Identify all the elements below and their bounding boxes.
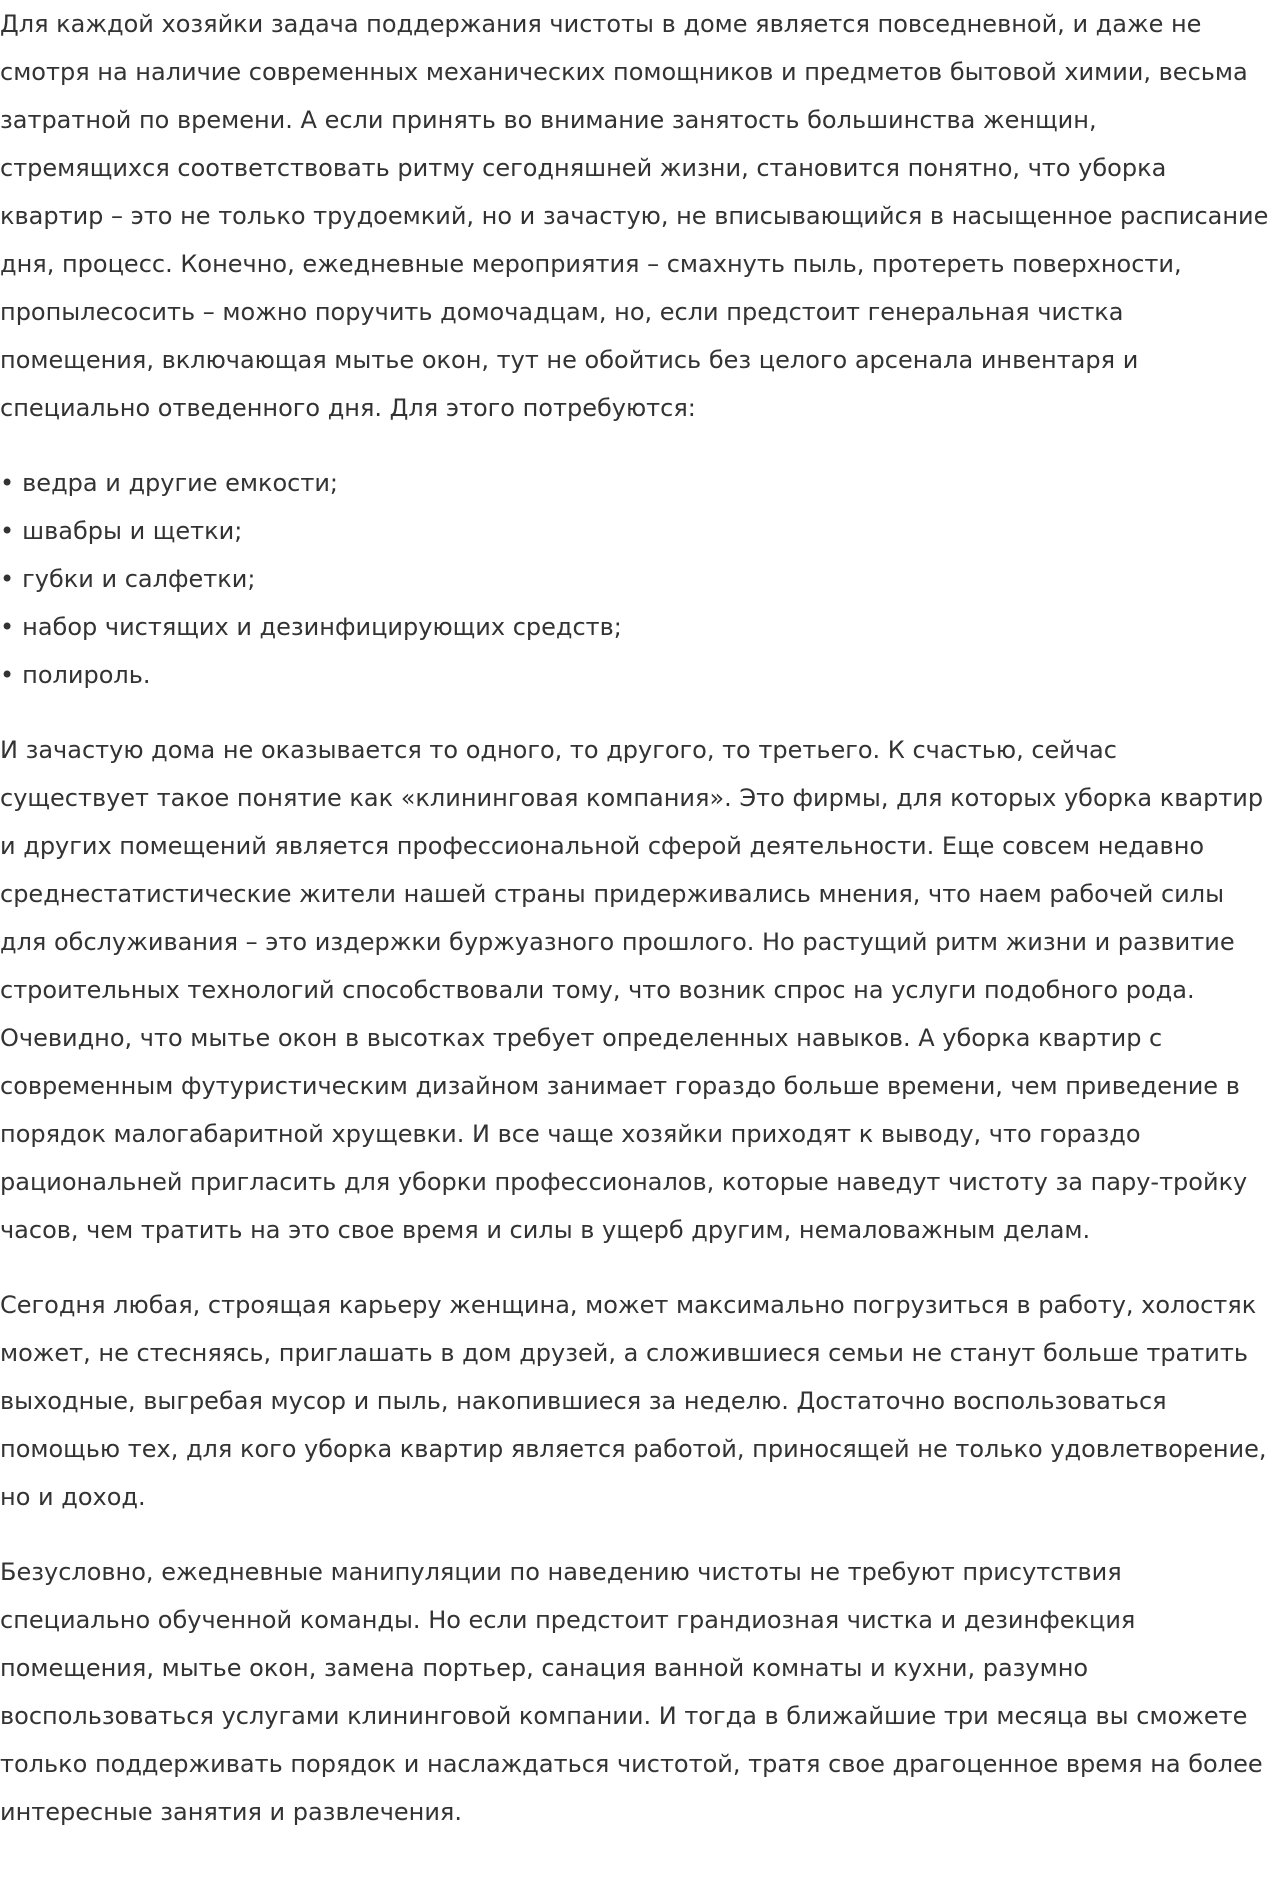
paragraph-cleaning-company: И зачастую дома не оказывается то одного, то другого, то третьего. К счастью, сейчас существует такое понятие как «клининговая компания». Это фирмы, для которых уборка квартир и других помещений является профессиональной сферой деятельности. Еще совсем недавно среднестатистические жители нашей страны придерживались мнения, что наем рабочей силы для обслуживания – это издержки буржуазного прошлого. Но растущий ритм жизни и развитие строительных технологий способствовали тому, что возник спрос на услуги подобного рода. Очевидно, что мытье окон в высотках требует определенных навыков. А уборка квартир с современным футуристическим дизайном занимает гораздо больше времени, чем приведение в порядок малогабаритной хрущевки. И все чаще хозяйки приходят к выводу, что гораздо рациональней пригласить для уборки профессионалов, которые наведут чистоту за пару-тройку часов, чем тратить на это свое время и силы в ущерб другим, немаловажным делам. (0, 736, 1264, 1244)
list-item-text: полироль. (22, 661, 151, 689)
list-item-text: ведра и другие емкости; (22, 469, 338, 497)
paragraph-benefits: Сегодня любая, строящая карьеру женщина, может максимально погрузиться в работу, холостяк может, не стесняясь, приглашать в дом друзей, а сложившиеся семьи не станут больше тратить выходные, выгребая мусор и пыль, накопившиеся за неделю. Достаточно воспользоваться помощью тех, для кого уборка квартир является работой, приносящей не только удовлетворение, но и доход. (0, 1291, 1267, 1511)
list-item (0, 507, 1270, 555)
list-item-text: набор чистящих и дезинфицирующих средств; (22, 613, 622, 641)
list-item (0, 459, 1270, 507)
paragraph-intro: Для каждой хозяйки задача поддержания чистоты в доме является повседневной, и даже не смотря на наличие современных механических помощников и предметов бытовой химии, весьма затратной по времени. А если принять во внимание занятость большинства женщин, стремящихся соответствовать ритму сегодняшней жизни, становится понятно, что уборка квартир – это не только трудоемкий, но и зачастую, не вписывающийся в насыщенное расписание дня, процесс. Конечно, ежедневные мероприятия – смахнуть пыль, протереть поверхности, пропылесосить – можно поручить домочадцам, но, если предстоит генеральная чистка помещения, включающая мытье окон, тут не обойтись без целого арсенала инвентаря и специально отведенного дня. Для этого потребуются: (0, 10, 1269, 422)
list-item-text: швабры и щетки; (22, 517, 243, 545)
bullet-icon: • (0, 613, 15, 641)
list-item (0, 555, 1270, 603)
bullet-icon: • (0, 661, 15, 689)
bullet-icon: • (0, 469, 15, 497)
bullet-icon: • (0, 517, 15, 545)
list-item (0, 651, 1270, 699)
supplies-list (0, 459, 1270, 699)
list-item (0, 603, 1270, 651)
list-item-text: губки и салфетки; (22, 565, 256, 593)
bullet-icon: • (0, 565, 15, 593)
paragraph-conclusion: Безусловно, ежедневные манипуляции по наведению чистоты не требуют присутствия специально обученной команды. Но если предстоит грандиозная чистка и дезинфекция помещения, мытье окон, замена портьер, санация ванной комнаты и кухни, разумно воспользоваться услугами клининговой компании. И тогда в ближайшие три месяца вы сможете только поддерживать порядок и наслаждаться чистотой, тратя свое драгоценное время на более интересные занятия и развлечения. (0, 1558, 1263, 1826)
